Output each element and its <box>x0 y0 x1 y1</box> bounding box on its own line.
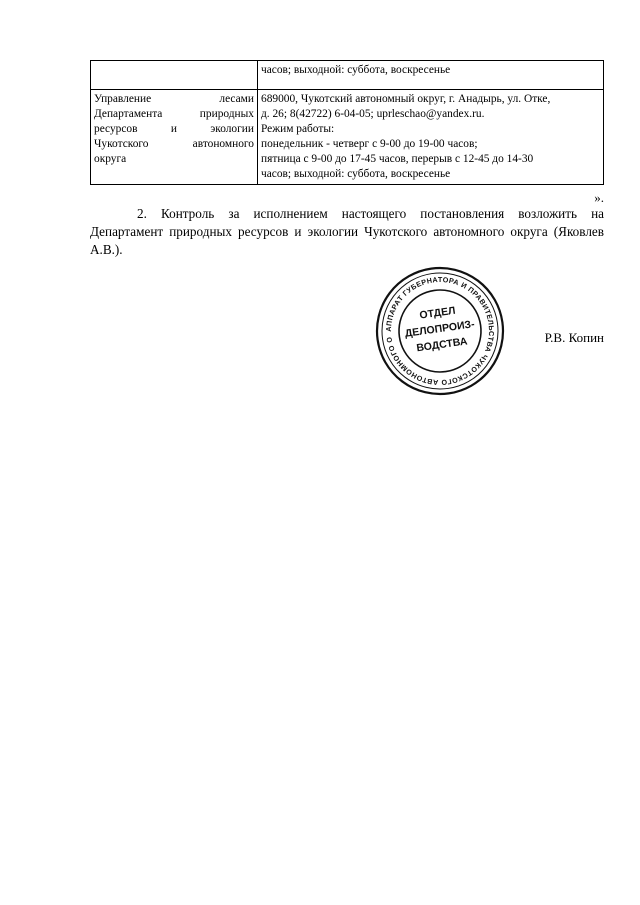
contact-line: д. 26; 8(42722) 6-04-05; uprleschao@yandex.ru. <box>261 108 485 120</box>
closing-quote: ». <box>594 190 604 205</box>
stamp-center-line: ОТДЕЛ <box>418 304 457 322</box>
hours-line: пятница с 9-00 до 17-45 часов, перерыв с 12-45 до 14-30 <box>261 153 534 165</box>
office-stamp <box>374 265 506 397</box>
details-cell <box>258 90 604 185</box>
org-line: округа <box>94 153 127 165</box>
org-line: Департамента природных <box>94 108 254 120</box>
org-line: Управление лесами <box>94 93 254 105</box>
table-row <box>91 61 604 90</box>
signer-name: Р.В. Копин <box>544 330 604 345</box>
org-cell <box>91 90 258 185</box>
address-line: 689000, Чукотский автономный округ, г. Анадырь, ул. Отке, <box>261 93 551 105</box>
hours-line: понедельник - четверг с 9-00 до 19-00 часов; <box>261 138 478 150</box>
hours-line: часов; выходной: суббота, воскресенье <box>261 168 451 180</box>
details-cell: часов; выходной: суббота, воскресенье <box>258 61 604 90</box>
stamp-center-line: ДЕЛОПРОИЗ- <box>404 318 476 340</box>
org-line: ресурсов и экологии <box>94 123 254 135</box>
table-row <box>91 90 604 185</box>
paragraph-2: 2. Контроль за исполнением настоящего постановления возложить на Департамент природных ресурсов и экологии Чукотского автономного округа (Яковлев А.В.). <box>90 206 604 257</box>
hours-heading: Режим работы: <box>261 123 335 135</box>
org-line: Чукотского автономного <box>94 138 254 150</box>
org-cell <box>91 61 258 90</box>
stamp-center-line: ВОДСТВА <box>415 335 469 355</box>
stamp-ring-text: АППАРАТ ГУБЕРНАТОРА И ПРАВИТЕЛЬСТВА ЧУКОТСКОГО АВТОНОМНОГО ОКРУГА <box>383 274 497 388</box>
contacts-table <box>90 60 604 185</box>
